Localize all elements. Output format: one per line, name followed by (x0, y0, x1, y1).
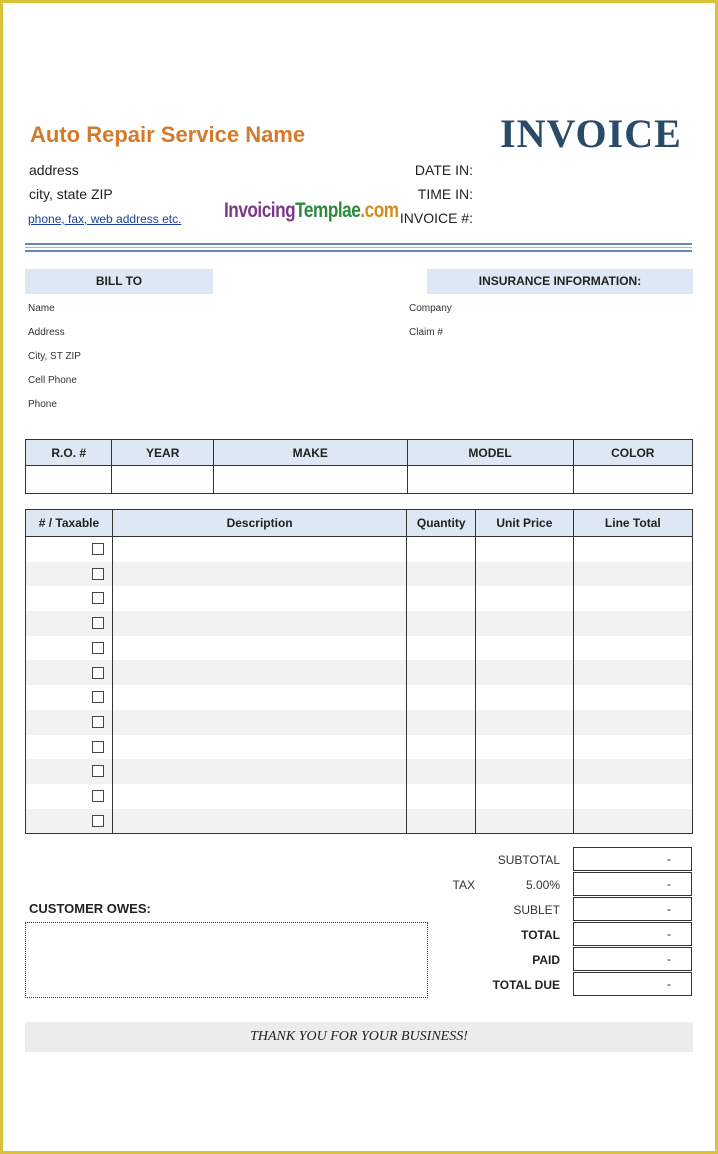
logo-part-3: .com (360, 199, 399, 222)
description-cell[interactable] (112, 710, 406, 735)
line-total-cell[interactable] (573, 586, 692, 611)
unit-price-cell[interactable] (476, 660, 574, 685)
unit-price-cell[interactable] (476, 611, 574, 636)
line-total-cell[interactable] (573, 809, 692, 834)
insurance-claim-label: Claim # (409, 327, 443, 338)
quantity-cell[interactable] (407, 537, 476, 562)
bill-to-cell-phone-label: Cell Phone (28, 375, 77, 386)
quantity-cell[interactable] (407, 710, 476, 735)
time-in-label: TIME IN: (417, 186, 473, 202)
description-cell[interactable] (112, 784, 406, 809)
line-total-cell[interactable] (573, 710, 692, 735)
taxable-checkbox[interactable] (92, 592, 104, 604)
description-cell[interactable] (112, 759, 406, 784)
taxable-cell[interactable] (26, 809, 113, 834)
table-row (26, 809, 693, 834)
line-items-table (25, 509, 693, 834)
taxable-checkbox[interactable] (92, 815, 104, 827)
taxable-cell[interactable] (26, 759, 113, 784)
total-due-label: TOTAL DUE (492, 978, 560, 992)
table-row (26, 586, 693, 611)
model-cell[interactable] (407, 466, 573, 494)
description-cell[interactable] (112, 611, 406, 636)
unit-price-cell[interactable] (476, 636, 574, 661)
total-due-value: - (573, 972, 692, 996)
taxable-cell[interactable] (26, 586, 113, 611)
table-row (26, 611, 693, 636)
quantity-cell[interactable] (407, 784, 476, 809)
quantity-cell[interactable] (407, 586, 476, 611)
company-address: address (29, 162, 79, 178)
line-total-cell[interactable] (573, 660, 692, 685)
company-name: Auto Repair Service Name (30, 122, 306, 147)
taxable-cell[interactable] (26, 636, 113, 661)
tax-label: TAX (452, 878, 475, 892)
line-total-cell[interactable] (573, 685, 692, 710)
insurance-header: INSURANCE INFORMATION: (427, 269, 693, 294)
ro-number-cell[interactable] (26, 466, 112, 494)
description-cell[interactable] (112, 562, 406, 587)
taxable-checkbox[interactable] (92, 543, 104, 555)
taxable-checkbox[interactable] (92, 568, 104, 580)
color-cell[interactable] (573, 466, 692, 494)
paid-label: PAID (532, 953, 560, 967)
table-row (26, 660, 693, 685)
description-cell[interactable] (112, 735, 406, 760)
logo-part-2: Templae (295, 199, 361, 222)
ro-number-header: R.O. # (26, 440, 112, 466)
line-total-cell[interactable] (573, 735, 692, 760)
thank-you-banner: THANK YOU FOR YOUR BUSINESS! (25, 1022, 693, 1052)
logo-part-1: Invoicing (224, 199, 296, 222)
bill-to-city-label: City, ST ZIP (28, 351, 81, 362)
line-items-body (26, 537, 693, 834)
vehicle-table (25, 439, 693, 494)
company-city: city, state ZIP (29, 186, 113, 202)
insurance-company-label: Company (409, 303, 452, 314)
taxable-cell[interactable] (26, 685, 113, 710)
paid-value[interactable]: - (573, 947, 692, 971)
header-rule (25, 250, 692, 252)
line-total-cell[interactable] (573, 537, 692, 562)
taxable-cell[interactable] (26, 562, 113, 587)
description-cell[interactable] (112, 586, 406, 611)
taxable-checkbox[interactable] (92, 642, 104, 654)
table-row (26, 735, 693, 760)
taxable-header: # / Taxable (26, 510, 113, 537)
table-row (26, 562, 693, 587)
unit-price-cell[interactable] (476, 685, 574, 710)
quantity-cell[interactable] (407, 660, 476, 685)
quantity-cell[interactable] (407, 735, 476, 760)
quantity-cell[interactable] (407, 636, 476, 661)
taxable-cell[interactable] (26, 784, 113, 809)
customer-owes-box[interactable] (25, 922, 428, 998)
header-rule (25, 243, 692, 245)
subtotal-value: - (573, 847, 692, 871)
table-row (26, 710, 693, 735)
quantity-cell[interactable] (407, 759, 476, 784)
bill-to-phone-label: Phone (28, 399, 57, 410)
quantity-cell[interactable] (407, 685, 476, 710)
taxable-checkbox[interactable] (92, 716, 104, 728)
sublet-label: SUBLET (513, 903, 560, 917)
taxable-checkbox[interactable] (92, 741, 104, 753)
unit-price-cell[interactable] (476, 537, 574, 562)
taxable-cell[interactable] (26, 611, 113, 636)
bill-to-address-label: Address (28, 327, 65, 338)
table-row (26, 759, 693, 784)
subtotal-label: SUBTOTAL (497, 853, 560, 867)
description-cell[interactable] (112, 660, 406, 685)
tax-rate[interactable]: 5.00% (525, 878, 560, 892)
total-value: - (573, 922, 692, 946)
taxable-checkbox[interactable] (92, 765, 104, 777)
sublet-value: - (573, 897, 692, 921)
make-cell[interactable] (213, 466, 407, 494)
unit-price-cell[interactable] (476, 809, 574, 834)
year-header: YEAR (112, 440, 213, 466)
invoice-title: INVOICE (500, 111, 682, 156)
description-cell[interactable] (112, 636, 406, 661)
unit-price-header: Unit Price (476, 510, 574, 537)
unit-price-cell[interactable] (476, 735, 574, 760)
line-total-cell[interactable] (573, 562, 692, 587)
company-contact-link[interactable]: phone, fax, web address etc. (28, 212, 182, 226)
color-header: COLOR (573, 440, 692, 466)
make-header: MAKE (213, 440, 407, 466)
total-label: TOTAL (521, 928, 560, 942)
model-header: MODEL (407, 440, 573, 466)
customer-owes-label: CUSTOMER OWES: (29, 901, 151, 916)
line-total-cell[interactable] (573, 611, 692, 636)
description-cell[interactable] (112, 685, 406, 710)
line-total-cell[interactable] (573, 636, 692, 661)
line-total-cell[interactable] (573, 784, 692, 809)
date-in-label: DATE IN: (414, 162, 473, 178)
table-row (26, 636, 693, 661)
description-cell[interactable] (112, 809, 406, 834)
unit-price-cell[interactable] (476, 562, 574, 587)
description-header: Description (112, 510, 406, 537)
taxable-cell[interactable] (26, 735, 113, 760)
description-cell[interactable] (112, 537, 406, 562)
table-row (26, 537, 693, 562)
bill-to-header: BILL TO (25, 269, 213, 294)
invoice-number-label: INVOICE #: (399, 210, 473, 226)
unit-price-cell[interactable] (476, 784, 574, 809)
quantity-cell[interactable] (407, 611, 476, 636)
unit-price-cell[interactable] (476, 759, 574, 784)
header-rule (25, 247, 692, 248)
taxable-checkbox[interactable] (92, 790, 104, 802)
bill-to-name-label: Name (28, 303, 55, 314)
quantity-cell[interactable] (407, 562, 476, 587)
unit-price-cell[interactable] (476, 710, 574, 735)
quantity-header: Quantity (407, 510, 476, 537)
taxable-cell[interactable] (26, 660, 113, 685)
line-total-cell[interactable] (573, 759, 692, 784)
taxable-checkbox[interactable] (92, 617, 104, 629)
taxable-cell[interactable] (26, 710, 113, 735)
table-row (26, 685, 693, 710)
unit-price-cell[interactable] (476, 586, 574, 611)
taxable-checkbox[interactable] (92, 667, 104, 679)
table-row (26, 784, 693, 809)
quantity-cell[interactable] (407, 809, 476, 834)
tax-value: - (573, 872, 692, 896)
year-cell[interactable] (112, 466, 213, 494)
taxable-checkbox[interactable] (92, 691, 104, 703)
taxable-cell[interactable] (26, 537, 113, 562)
line-total-header: Line Total (573, 510, 692, 537)
